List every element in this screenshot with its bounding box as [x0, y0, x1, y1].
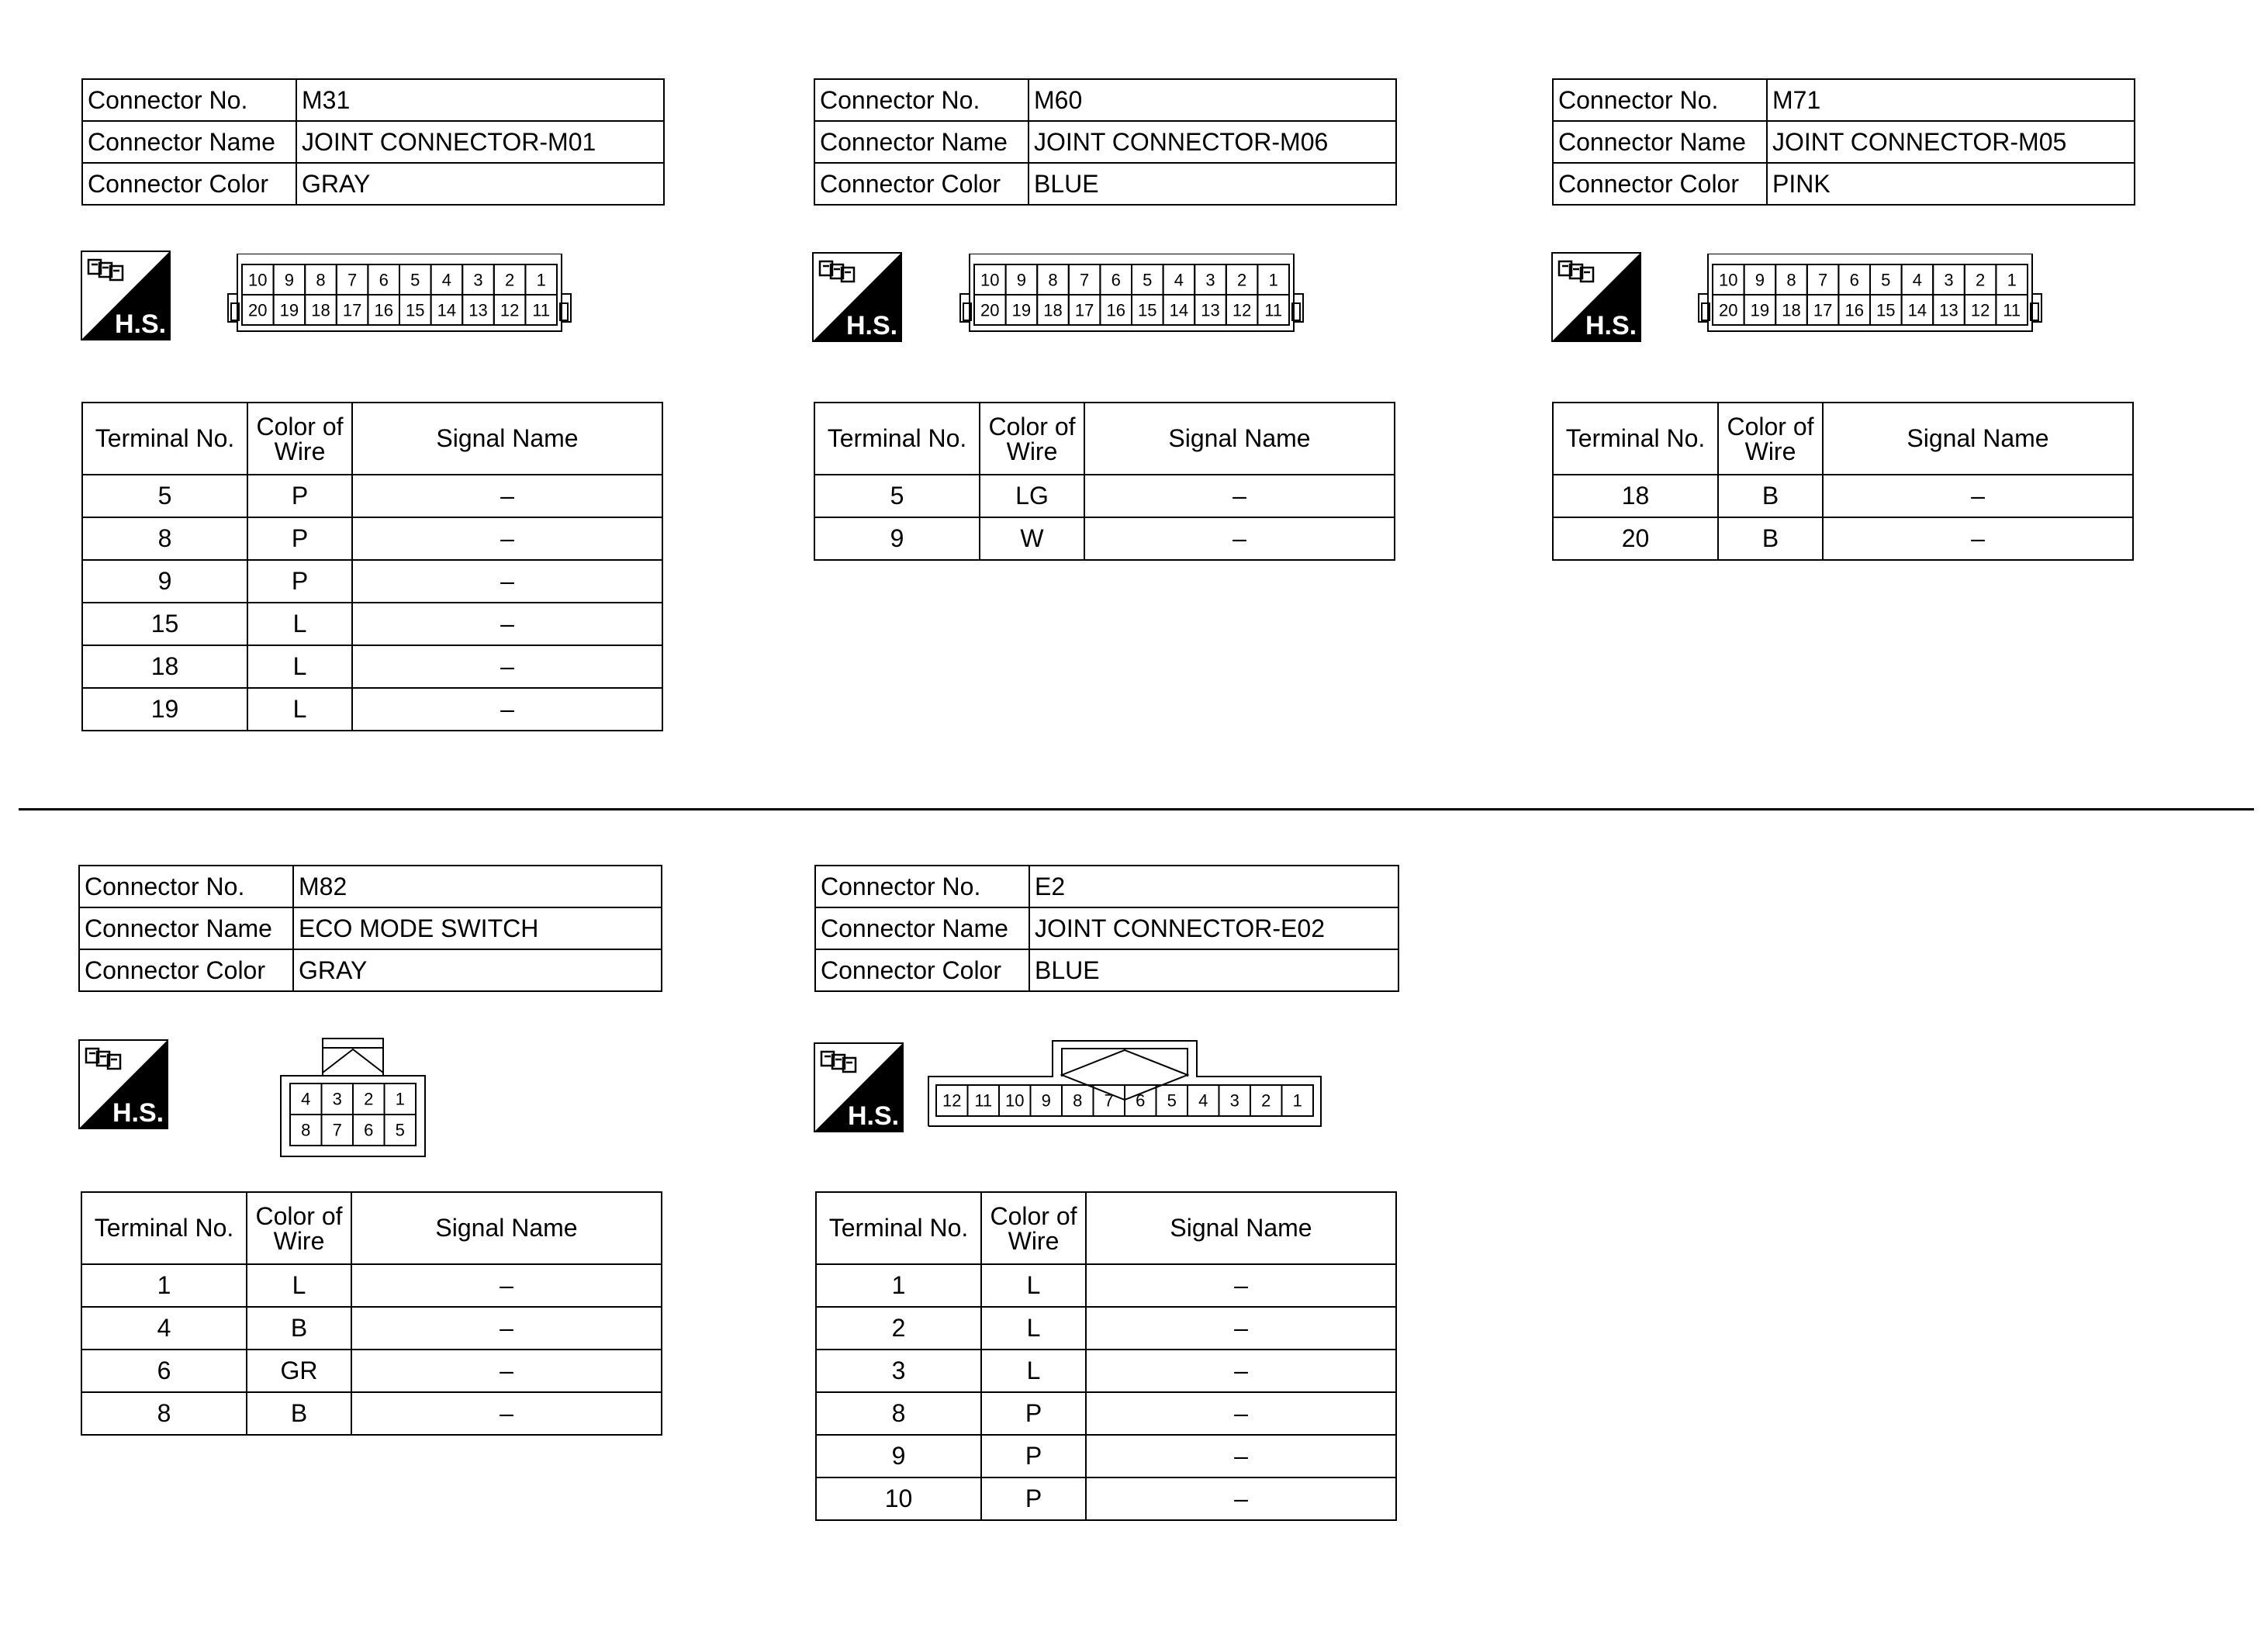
wire-color-cell: P — [247, 560, 352, 603]
table-row — [81, 1307, 662, 1350]
connector-header-table — [81, 78, 665, 206]
hs-label: H.S. — [115, 309, 167, 339]
table-row — [82, 560, 662, 603]
color-of-wire-header: Color of Wire — [980, 403, 1084, 475]
pin-number: 15 — [1138, 300, 1157, 320]
table-row — [1553, 475, 2133, 517]
connector-color-label: Connector Color — [814, 163, 1029, 205]
signal-name-cell: – — [1086, 1435, 1396, 1477]
pin-number: 2 — [1261, 1090, 1271, 1111]
signal-name-cell: – — [351, 1264, 662, 1307]
table-row — [81, 1264, 662, 1307]
connector-no-label: Connector No. — [82, 79, 296, 121]
signal-name-header: Signal Name — [351, 1192, 662, 1264]
terminal-table-block — [815, 1191, 1397, 1521]
hs-label: H.S. — [846, 311, 898, 340]
hs-label: H.S. — [848, 1101, 900, 1131]
terminal-no-cell: 3 — [816, 1350, 981, 1392]
connector-color-label: Connector Color — [815, 949, 1029, 991]
pin-number: 6 — [379, 270, 389, 290]
pin-number: 12 — [1232, 300, 1252, 320]
pin-number: 17 — [342, 300, 362, 320]
terminal-no-cell: 18 — [82, 645, 247, 688]
pin-number: 16 — [1106, 300, 1125, 320]
signal-name-cell: – — [351, 1350, 662, 1392]
signal-name-header: Signal Name — [1084, 403, 1395, 475]
pin-number: 16 — [1844, 300, 1864, 320]
color-of-wire-header: Color of Wire — [1718, 403, 1823, 475]
pin-number: 3 — [1944, 270, 1954, 290]
table-header-row — [81, 1192, 662, 1264]
signal-name-cell: – — [352, 517, 662, 560]
wire-color-cell: P — [981, 1392, 1086, 1435]
wire-color-cell: L — [981, 1264, 1086, 1307]
connector-name-label: Connector Name — [815, 907, 1029, 949]
pin-number: 10 — [1719, 270, 1738, 290]
wire-color-cell: W — [980, 517, 1084, 560]
table-header-row — [814, 403, 1395, 475]
connector-no-value: M71 — [1767, 79, 2135, 121]
connector-name-value: JOINT CONNECTOR-M06 — [1029, 121, 1396, 163]
wire-color-cell: L — [247, 688, 352, 731]
connector-name-value: JOINT CONNECTOR-E02 — [1029, 907, 1398, 949]
connector-header-table — [814, 78, 1397, 206]
pin-number: 6 — [364, 1120, 374, 1140]
table-row — [1553, 517, 2133, 560]
signal-name-cell: – — [1086, 1477, 1396, 1520]
connector-header-table — [814, 865, 1399, 992]
pin-number: 11 — [532, 300, 551, 320]
pin-number: 3 — [473, 270, 483, 290]
wire-color-cell: L — [981, 1307, 1086, 1350]
terminal-no-cell: 19 — [82, 688, 247, 731]
pin-number: 20 — [1719, 300, 1738, 320]
signal-name-cell: – — [351, 1307, 662, 1350]
table-row — [816, 1477, 1396, 1520]
connector-color-value: PINK — [1767, 163, 2135, 205]
table-header-row — [1553, 403, 2133, 475]
wire-color-cell: L — [247, 645, 352, 688]
pin-number: 6 — [1111, 270, 1121, 290]
connector-no-value: M60 — [1029, 79, 1396, 121]
hs-label: H.S. — [112, 1098, 164, 1128]
table-row — [81, 1350, 662, 1392]
pin-number: 3 — [332, 1089, 342, 1109]
wire-color-cell: L — [247, 1264, 351, 1307]
pin-number: 8 — [316, 270, 326, 290]
pin-number: 14 — [1169, 300, 1189, 320]
connector-name-label: Connector Name — [1553, 121, 1767, 163]
signal-name-cell: – — [352, 645, 662, 688]
wire-color-cell: P — [247, 517, 352, 560]
color-of-wire-header: Color of Wire — [247, 1192, 351, 1264]
table-row — [82, 645, 662, 688]
pin-number: 8 — [1048, 270, 1058, 290]
pin-number: 2 — [504, 270, 515, 290]
pin-number: 18 — [311, 300, 330, 320]
pin-number: 12 — [500, 300, 520, 320]
pin-number: 1 — [1268, 270, 1278, 290]
pin-number: 5 — [1143, 270, 1153, 290]
terminal-no-cell: 20 — [1553, 517, 1718, 560]
terminal-no-cell: 8 — [82, 517, 247, 560]
connector-no-value: E2 — [1029, 866, 1398, 907]
connector-color-value: BLUE — [1029, 949, 1398, 991]
pin-number: 1 — [536, 270, 546, 290]
terminal-table-block — [81, 402, 663, 731]
terminal-no-cell: 8 — [816, 1392, 981, 1435]
terminal-no-header: Terminal No. — [814, 403, 980, 475]
terminal-no-cell: 4 — [81, 1307, 247, 1350]
connector-block-m82 — [78, 865, 662, 992]
connector-color-value: GRAY — [293, 949, 662, 991]
pin-number: 19 — [279, 300, 299, 320]
terminal-no-cell: 5 — [82, 475, 247, 517]
pin-number: 8 — [1786, 270, 1796, 290]
connector-color-label: Connector Color — [79, 949, 293, 991]
signal-name-cell: – — [1084, 475, 1395, 517]
table-row — [82, 517, 662, 560]
pin-number: 4 — [1198, 1090, 1208, 1111]
terminal-no-cell: 9 — [816, 1435, 981, 1477]
pin-number: 8 — [301, 1120, 311, 1140]
pin-number: 13 — [468, 300, 488, 320]
connector-color-value: GRAY — [296, 163, 664, 205]
pin-number: 7 — [332, 1120, 342, 1140]
pin-number: 10 — [1005, 1090, 1025, 1111]
connector-no-label: Connector No. — [814, 79, 1029, 121]
connector-name-label: Connector Name — [82, 121, 296, 163]
pin-number: 8 — [1073, 1090, 1083, 1111]
table-row — [814, 475, 1395, 517]
terminal-no-cell: 1 — [81, 1264, 247, 1307]
terminal-no-cell: 15 — [82, 603, 247, 645]
pin-number: 13 — [1201, 300, 1220, 320]
signal-name-cell: – — [1084, 517, 1395, 560]
pin-number: 3 — [1205, 270, 1215, 290]
connector-name-value: JOINT CONNECTOR-M01 — [296, 121, 664, 163]
pin-number: 13 — [1939, 300, 1958, 320]
pin-number: 14 — [1907, 300, 1927, 320]
connector-name-label: Connector Name — [814, 121, 1029, 163]
pin-number: 11 — [2003, 300, 2021, 320]
pin-number: 9 — [1041, 1090, 1051, 1111]
pin-number: 7 — [1079, 270, 1090, 290]
table-row — [816, 1435, 1396, 1477]
signal-name-cell: – — [1086, 1264, 1396, 1307]
terminal-no-cell: 8 — [81, 1392, 247, 1435]
pin-number: 2 — [1236, 270, 1247, 290]
connector-header-table — [78, 865, 662, 992]
table-row — [816, 1392, 1396, 1435]
terminal-table — [1552, 402, 2134, 561]
hs-icon — [812, 252, 902, 342]
table-header-row — [82, 403, 662, 475]
pin-number: 18 — [1782, 300, 1801, 320]
hs-icon — [814, 1042, 904, 1132]
terminal-no-cell: 1 — [816, 1264, 981, 1307]
pin-number: 3 — [1229, 1090, 1239, 1111]
pin-number: 4 — [301, 1089, 311, 1109]
connector-header-table — [1552, 78, 2135, 206]
terminal-no-header: Terminal No. — [1553, 403, 1718, 475]
signal-name-cell: – — [352, 560, 662, 603]
terminal-table — [815, 1191, 1397, 1521]
pin-number: 9 — [1755, 270, 1765, 290]
signal-name-cell: – — [351, 1392, 662, 1435]
pin-number: 19 — [1011, 300, 1032, 320]
table-header-row — [816, 1192, 1396, 1264]
pin-number: 9 — [284, 270, 295, 290]
pin-number: 15 — [406, 300, 425, 320]
pin-number: 9 — [1016, 270, 1027, 290]
wire-color-cell: B — [1718, 517, 1823, 560]
connector-face-diagram — [952, 254, 1311, 340]
table-row — [816, 1264, 1396, 1307]
pin-number: 15 — [1876, 300, 1896, 320]
pin-number: 5 — [1167, 1090, 1177, 1111]
connector-face-diagram — [220, 254, 579, 340]
wire-color-cell: P — [981, 1435, 1086, 1477]
terminal-no-cell: 5 — [814, 475, 980, 517]
pin-number: 7 — [1817, 270, 1828, 290]
connector-no-value: M31 — [296, 79, 664, 121]
signal-name-cell: – — [1823, 517, 2133, 560]
pin-number: 12 — [942, 1090, 962, 1111]
terminal-no-cell: 9 — [82, 560, 247, 603]
pin-number: 10 — [248, 270, 268, 290]
signal-name-header: Signal Name — [352, 403, 662, 475]
connector-no-label: Connector No. — [1553, 79, 1767, 121]
pin-number: 17 — [1813, 300, 1833, 320]
pin-number: 2 — [1975, 270, 1986, 290]
connector-name-label: Connector Name — [79, 907, 293, 949]
terminal-no-header: Terminal No. — [816, 1192, 981, 1264]
connector-color-label: Connector Color — [82, 163, 296, 205]
wire-color-cell: B — [247, 1392, 351, 1435]
table-row — [816, 1350, 1396, 1392]
terminal-no-header: Terminal No. — [81, 1192, 247, 1264]
signal-name-cell: – — [1086, 1350, 1396, 1392]
pin-number: 7 — [1104, 1090, 1114, 1111]
pin-number: 4 — [1174, 270, 1184, 290]
pin-number: 14 — [437, 300, 457, 320]
pin-number: 17 — [1074, 300, 1094, 320]
table-row — [814, 517, 1395, 560]
connector-name-value: ECO MODE SWITCH — [293, 907, 662, 949]
hs-label: H.S. — [1585, 311, 1637, 340]
section-divider — [19, 808, 2254, 810]
terminal-table — [81, 1191, 662, 1436]
hs-icon — [78, 1039, 168, 1129]
pin-number: 20 — [980, 300, 1000, 320]
table-row — [82, 603, 662, 645]
terminal-table-block — [81, 1191, 662, 1436]
terminal-table — [81, 402, 663, 731]
pin-number: 7 — [347, 270, 358, 290]
pin-number: 5 — [395, 1120, 405, 1140]
table-row — [82, 688, 662, 731]
wire-color-cell: L — [247, 603, 352, 645]
connector-block-m71 — [1552, 78, 2135, 206]
wire-color-cell: L — [981, 1350, 1086, 1392]
pin-number: 6 — [1136, 1090, 1146, 1111]
pin-number: 5 — [1881, 270, 1891, 290]
pin-number: 16 — [374, 300, 393, 320]
pin-number: 4 — [1912, 270, 1923, 290]
pin-number: 1 — [1292, 1090, 1302, 1111]
pin-number: 12 — [1970, 300, 1990, 320]
terminal-no-cell: 18 — [1553, 475, 1718, 517]
terminal-no-cell: 6 — [81, 1350, 247, 1392]
connector-color-label: Connector Color — [1553, 163, 1767, 205]
connector-face-diagram — [927, 1039, 1322, 1128]
pin-number: 5 — [410, 270, 420, 290]
table-row — [816, 1307, 1396, 1350]
connector-face-diagram — [279, 1037, 427, 1158]
connector-face-diagram — [1691, 254, 2049, 340]
terminal-table-block — [1552, 402, 2134, 561]
pin-number: 1 — [395, 1089, 405, 1109]
hs-icon — [1551, 252, 1641, 342]
pin-number: 19 — [1750, 300, 1770, 320]
terminal-no-cell: 10 — [816, 1477, 981, 1520]
pin-number: 6 — [1849, 270, 1859, 290]
pin-number: 20 — [248, 300, 268, 320]
terminal-no-cell: 9 — [814, 517, 980, 560]
table-row — [82, 475, 662, 517]
signal-name-cell: – — [352, 603, 662, 645]
signal-name-cell: – — [1086, 1392, 1396, 1435]
connector-no-value: M82 — [293, 866, 662, 907]
hs-icon — [81, 251, 171, 340]
connector-block-e2 — [814, 865, 1399, 992]
signal-name-header: Signal Name — [1823, 403, 2133, 475]
signal-name-cell: – — [1086, 1307, 1396, 1350]
table-row — [81, 1392, 662, 1435]
color-of-wire-header: Color of Wire — [247, 403, 352, 475]
wire-color-cell: P — [247, 475, 352, 517]
connector-block-m60 — [814, 78, 1397, 206]
connector-color-value: BLUE — [1029, 163, 1396, 205]
pin-number: 11 — [1264, 300, 1283, 320]
pin-number: 4 — [441, 270, 452, 290]
pin-number: 1 — [2007, 270, 2017, 290]
terminal-table-block — [814, 402, 1395, 561]
connector-block-m31 — [81, 78, 665, 206]
pin-number: 2 — [364, 1089, 374, 1109]
wire-color-cell: GR — [247, 1350, 351, 1392]
signal-name-cell: – — [352, 688, 662, 731]
pin-number: 10 — [980, 270, 1000, 290]
connector-no-label: Connector No. — [79, 866, 293, 907]
wire-color-cell: LG — [980, 475, 1084, 517]
wire-color-cell: P — [981, 1477, 1086, 1520]
wire-color-cell: B — [1718, 475, 1823, 517]
signal-name-header: Signal Name — [1086, 1192, 1396, 1264]
wire-color-cell: B — [247, 1307, 351, 1350]
signal-name-cell: – — [1823, 475, 2133, 517]
color-of-wire-header: Color of Wire — [981, 1192, 1086, 1264]
connector-no-label: Connector No. — [815, 866, 1029, 907]
terminal-table — [814, 402, 1395, 561]
connector-name-value: JOINT CONNECTOR-M05 — [1767, 121, 2135, 163]
pin-number: 11 — [974, 1090, 993, 1111]
signal-name-cell: – — [352, 475, 662, 517]
terminal-no-header: Terminal No. — [82, 403, 247, 475]
pin-number: 18 — [1043, 300, 1063, 320]
terminal-no-cell: 2 — [816, 1307, 981, 1350]
